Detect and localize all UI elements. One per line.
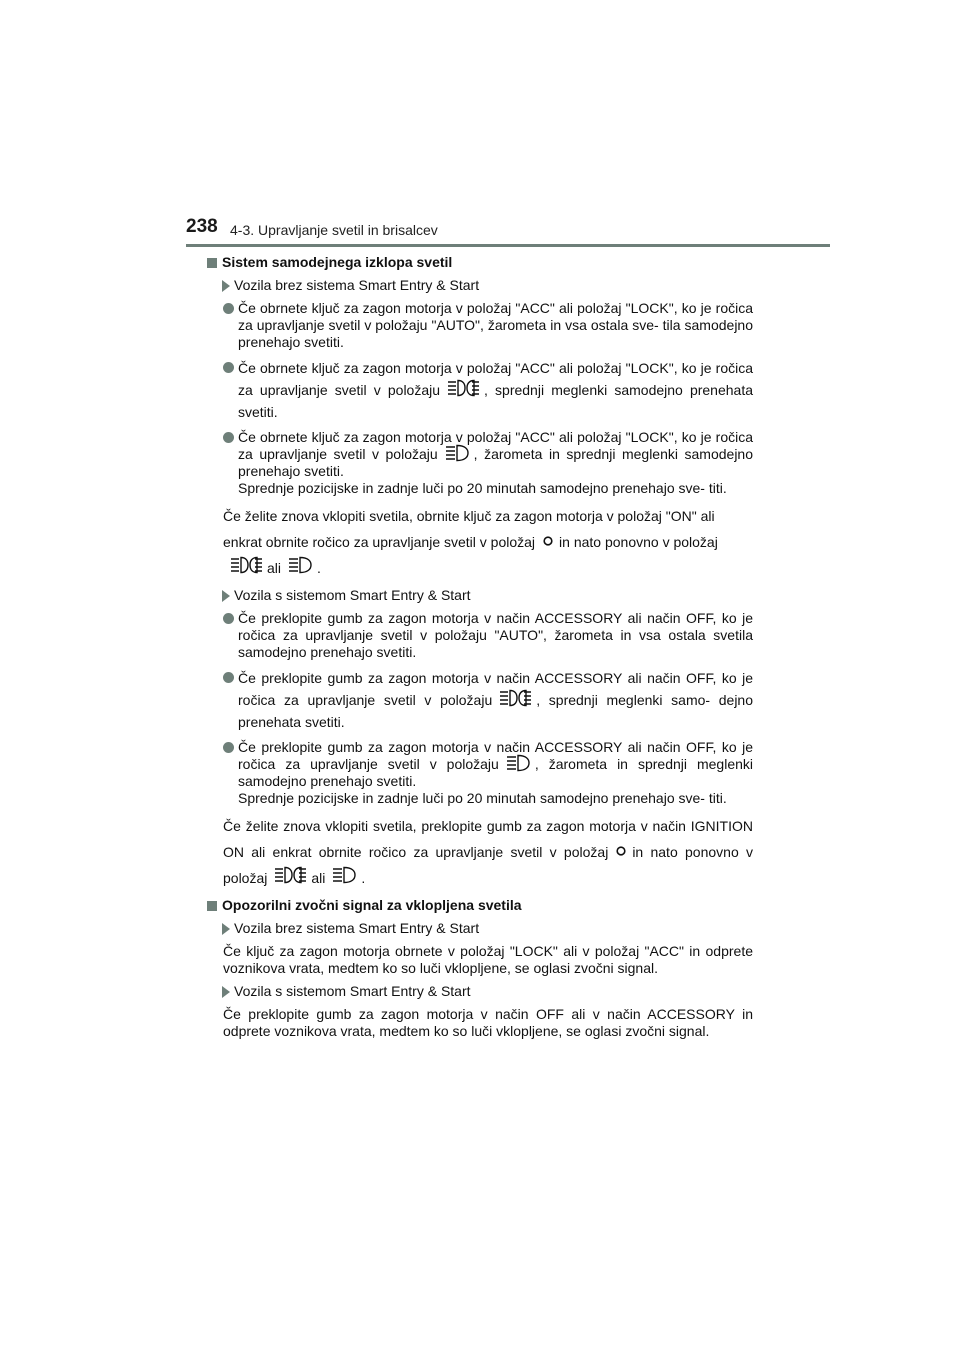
front-fog-light-icon [229, 556, 263, 582]
bullet-extra-text: Sprednje pozicijske in zadnje luči po 20 minutah samodejno prenehajo sve- titi. [238, 790, 727, 806]
subheading-text: Vozila s sistemom Smart Entry & Start [234, 983, 471, 999]
bullet-item [207, 429, 753, 497]
paragraph-text: ali [267, 560, 282, 576]
bullet-item [207, 739, 753, 807]
headlight-icon [331, 866, 357, 892]
triangle-arrow-icon [222, 986, 230, 998]
bullet-text: Če preklopite gumb za zagon motorja v način ACCESSORY ali način OFF, ko je ročica za upravljanje svetil v položaju [238, 670, 753, 708]
paragraph: Če ključ za zagon motorja obrnete v položaj "LOCK" ali v položaj "ACC" in odprete voznikova vrata, medtem ko so luči vklopljene, se oglasi zvočni signal. [223, 943, 753, 976]
square-bullet-icon [207, 258, 217, 268]
paragraph-text: Če želite znova vklopiti svetila, preklopite gumb za zagon motorja v način IGNITION ON ali enkrat obrnite ročico za upravljanje svetil v položaj [223, 818, 753, 860]
paragraph-text: ali [311, 870, 326, 886]
page-number: 238 [186, 216, 218, 237]
page-content [207, 254, 753, 1046]
subheading-smart-entry [222, 983, 753, 1000]
paragraph: Če preklopite gumb za zagon motorja v način OFF ali v način ACCESSORY in odprete voznikova vrata, medtem ko so luči vklopljene, se oglasi zvočni signal. [223, 1006, 753, 1039]
headlight-icon [287, 556, 313, 582]
bullet-dot-icon [223, 672, 234, 683]
heading-text: Sistem samodejnega izklopa svetil [222, 254, 453, 270]
heading-text: Opozorilni zvočni signal za vklopljena svetila [222, 897, 522, 913]
bullet-text: Če obrnete ključ za zagon motorja v položaj "ACC" ali položaj "LOCK", ko je ročica za upravljanje svetil v položaju [238, 429, 753, 462]
subheading-text: Vozila s sistemom Smart Entry & Start [234, 587, 471, 603]
section-title: 4-3. Upravljanje svetil in brisalcev [230, 222, 438, 238]
bullet-text: Če preklopite gumb za zagon motorja v način ACCESSORY ali način OFF, ko je ročica za upravljanje svetil v položaju [238, 739, 753, 772]
section-heading-warning-buzzer [207, 897, 753, 914]
bullet-dot-icon [223, 362, 234, 373]
bullet-text: Če preklopite gumb za zagon motorja v način ACCESSORY ali način OFF, ko je ročica za upravljanje svetil v položaju "AUTO", žarometa in vsa ostala svetila samodejno prenehajo svetiti. [238, 610, 753, 660]
front-fog-light-icon [273, 866, 307, 892]
bullet-item [207, 300, 753, 351]
subheading-no-smart-entry [222, 277, 753, 294]
subheading-text: Vozila brez sistema Smart Entry & Start [234, 277, 480, 293]
header-rule [186, 244, 830, 247]
paragraph-text: . [361, 870, 366, 886]
square-bullet-icon [207, 901, 217, 911]
front-fog-light-icon [446, 379, 480, 403]
paragraph-text: Če želite znova vklopiti svetila, obrnite ključ za zagon motorja v položaj "ON" ali enkrat obrnite ročico za upravljanje svetil v položaj [223, 508, 715, 550]
bullet-dot-icon [223, 742, 234, 753]
bullet-text: , žarometa in sprednji meglenki samodejno prenehajo svetiti. [238, 756, 753, 789]
headlight-icon [444, 444, 470, 466]
bullet-extra-text: Sprednje pozicijske in zadnje luči po 20 minutah samodejno prenehajo sve- titi. [238, 480, 727, 496]
bullet-text: , sprednji meglenki samo- dejno prenehata svetiti. [238, 692, 753, 730]
paragraph [207, 503, 753, 581]
bullet-item [207, 667, 753, 733]
subheading-text: Vozila brez sistema Smart Entry & Start [234, 920, 480, 936]
triangle-arrow-icon [222, 280, 230, 292]
subheading-no-smart-entry [222, 920, 753, 937]
bullet-text: Če obrnete ključ za zagon motorja v položaj "ACC" ali položaj "LOCK", ko je ročica za upravljanje svetil v položaju [238, 360, 753, 398]
bullet-text: , sprednji meglenki samodejno prenehata svetiti. [238, 382, 753, 420]
triangle-arrow-icon [222, 590, 230, 602]
lights-off-icon [541, 530, 555, 556]
paragraph-text: in nato ponovno v položaj [223, 844, 753, 886]
bullet-dot-icon [223, 303, 234, 314]
paragraph-text: . [317, 560, 321, 576]
bullet-item [207, 610, 753, 661]
paragraph [207, 813, 753, 891]
front-fog-light-icon [498, 689, 532, 713]
bullet-dot-icon [223, 613, 234, 624]
paragraph-text: in nato ponovno v položaj [559, 534, 718, 550]
headlight-icon [505, 754, 531, 776]
bullet-dot-icon [223, 432, 234, 443]
lights-off-icon [614, 840, 628, 866]
bullet-item [207, 357, 753, 423]
subheading-smart-entry [222, 587, 753, 604]
bullet-text: , žarometa in sprednji meglenki samodejno prenehajo svetiti. [238, 446, 754, 479]
bullet-text: Če obrnete ključ za zagon motorja v položaj "ACC" ali položaj "LOCK", ko je ročica za upravljanje svetil v položaju "AUTO", žarometa in vsa ostala sve- tila samodejno prenehajo svetiti. [238, 300, 753, 350]
section-heading-auto-off [207, 254, 753, 271]
triangle-arrow-icon [222, 923, 230, 935]
